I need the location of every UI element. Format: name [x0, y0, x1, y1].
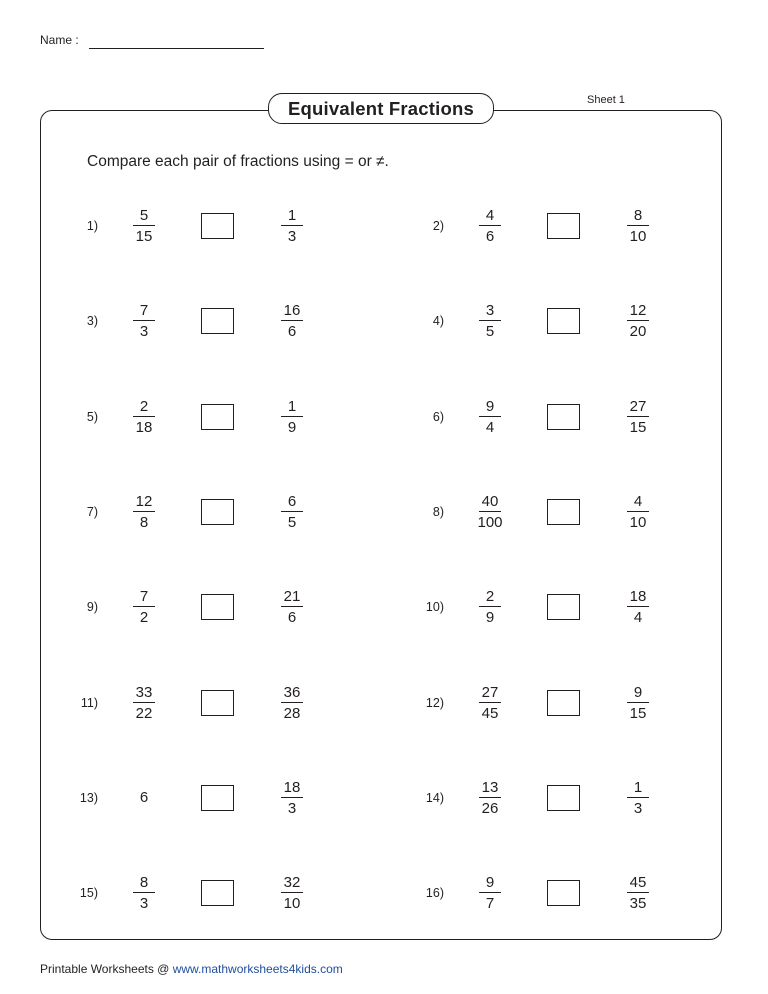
fraction-bar	[479, 225, 501, 226]
problem-number: 11)	[80, 695, 98, 710]
fraction-bar	[133, 225, 155, 226]
problem-item	[58, 868, 328, 918]
denominator: 26	[481, 799, 499, 817]
problem-number: 13)	[79, 790, 98, 805]
problem-item	[404, 201, 674, 251]
right-fraction	[616, 296, 660, 346]
problem-number: 3)	[86, 314, 98, 329]
fraction-bar	[281, 320, 303, 321]
name-label: Name :	[40, 33, 79, 47]
denominator: 10	[283, 895, 301, 913]
problem-item	[58, 296, 328, 346]
left-fraction	[468, 487, 512, 537]
footer-prefix: Printable Worksheets @	[40, 962, 173, 976]
instruction-text: Compare each pair of fractions using = or ≠.	[87, 153, 389, 170]
numerator: 2	[485, 588, 495, 606]
problem-number: 15)	[79, 886, 98, 901]
fraction-bar	[133, 892, 155, 893]
fraction-bar	[627, 797, 649, 798]
denominator: 45	[481, 704, 499, 722]
problem-number: 7)	[86, 504, 98, 519]
right-fraction	[270, 392, 314, 442]
denominator: 100	[477, 513, 503, 531]
problem-item	[58, 678, 328, 728]
left-fraction	[468, 773, 512, 823]
numerator: 45	[629, 874, 647, 892]
fraction-bar	[479, 797, 501, 798]
right-fraction	[616, 678, 660, 728]
fraction-bar	[133, 320, 155, 321]
right-fraction	[270, 868, 314, 918]
left-fraction	[122, 296, 166, 346]
fraction-bar	[479, 416, 501, 417]
answer-box[interactable]	[547, 499, 580, 525]
denominator: 3	[139, 323, 149, 341]
denominator: 22	[135, 704, 153, 722]
problem-item	[58, 487, 328, 537]
problem-item	[404, 392, 674, 442]
answer-box[interactable]	[201, 594, 234, 620]
right-fraction	[616, 773, 660, 823]
problem-number: 4)	[432, 314, 444, 329]
problem-number: 12)	[425, 695, 444, 710]
problem-item	[58, 392, 328, 442]
numerator: 27	[629, 397, 647, 415]
fraction-bar	[133, 606, 155, 607]
right-fraction	[270, 678, 314, 728]
denominator: 9	[287, 418, 297, 436]
numerator: 36	[283, 683, 301, 701]
problem-number: 1)	[86, 219, 98, 233]
fraction-bar	[627, 225, 649, 226]
fraction-bar	[479, 892, 501, 893]
numerator: 32	[283, 874, 301, 892]
left-fraction	[468, 678, 512, 728]
left-fraction	[468, 392, 512, 442]
denominator: 4	[485, 418, 495, 436]
problem-number: 8)	[432, 504, 444, 519]
right-fraction	[270, 201, 314, 251]
numerator: 9	[485, 397, 495, 415]
whole-number: 6	[139, 788, 149, 806]
left-fraction	[122, 678, 166, 728]
numerator: 9	[485, 874, 495, 892]
footer	[40, 962, 343, 976]
fraction-bar	[133, 511, 155, 512]
numerator: 16	[283, 302, 301, 320]
problem-item	[404, 296, 674, 346]
answer-box[interactable]	[201, 499, 234, 525]
problem-item	[404, 773, 674, 823]
denominator: 18	[135, 418, 153, 436]
problem-item	[404, 487, 674, 537]
denominator: 6	[287, 323, 297, 341]
right-fraction	[616, 582, 660, 632]
right-fraction	[616, 392, 660, 442]
answer-box[interactable]	[547, 404, 580, 430]
denominator: 5	[485, 323, 495, 341]
problem-number: 6)	[432, 409, 444, 424]
numerator: 4	[485, 207, 495, 224]
left-fraction	[468, 201, 512, 251]
left-fraction	[122, 201, 166, 251]
numerator: 1	[287, 397, 297, 415]
numerator: 8	[139, 874, 149, 892]
answer-box[interactable]	[547, 594, 580, 620]
left-fraction	[468, 868, 512, 918]
fraction-bar	[281, 797, 303, 798]
denominator: 2	[139, 609, 149, 627]
denominator: 9	[485, 609, 495, 627]
answer-box[interactable]	[201, 213, 234, 239]
numerator: 21	[283, 588, 301, 606]
left-fraction	[122, 582, 166, 632]
problem-number: 14)	[425, 790, 444, 805]
answer-box[interactable]	[201, 880, 234, 906]
left-fraction	[122, 487, 166, 537]
left-fraction	[468, 582, 512, 632]
fraction-bar	[479, 702, 501, 703]
numerator: 4	[633, 492, 643, 510]
fraction-bar	[281, 702, 303, 703]
left-fraction	[122, 773, 166, 823]
numerator: 7	[139, 302, 149, 320]
numerator: 3	[485, 302, 495, 320]
denominator: 20	[629, 323, 647, 341]
fraction-bar	[281, 606, 303, 607]
numerator: 8	[633, 207, 643, 224]
numerator: 18	[283, 778, 301, 796]
problem-item	[404, 582, 674, 632]
fraction-bar	[133, 416, 155, 417]
problem-number: 9)	[86, 600, 98, 615]
page-title: Equivalent Fractions	[268, 93, 494, 124]
denominator: 6	[287, 609, 297, 627]
fraction-bar	[133, 702, 155, 703]
answer-box[interactable]	[201, 308, 234, 334]
fraction-bar	[479, 320, 501, 321]
numerator: 7	[139, 588, 149, 606]
answer-box[interactable]	[201, 690, 234, 716]
denominator: 5	[287, 513, 297, 531]
fraction-bar	[627, 606, 649, 607]
numerator: 2	[139, 397, 149, 415]
denominator: 28	[283, 704, 301, 722]
fraction-bar	[281, 892, 303, 893]
denominator: 35	[629, 895, 647, 913]
numerator: 12	[629, 302, 647, 320]
numerator: 1	[633, 778, 643, 796]
problem-item	[404, 868, 674, 918]
answer-box[interactable]	[547, 213, 580, 239]
denominator: 8	[139, 513, 149, 531]
problem-number: 2)	[432, 219, 444, 233]
fraction-bar	[627, 892, 649, 893]
denominator: 15	[629, 704, 647, 722]
problem-number: 5)	[86, 409, 98, 424]
numerator: 18	[629, 588, 647, 606]
numerator: 13	[481, 778, 499, 796]
fraction-bar	[281, 225, 303, 226]
denominator: 3	[287, 799, 297, 817]
numerator: 9	[633, 683, 643, 701]
fraction-bar	[479, 511, 501, 512]
left-fraction	[122, 868, 166, 918]
right-fraction	[616, 201, 660, 251]
fraction-bar	[627, 416, 649, 417]
answer-box[interactable]	[547, 308, 580, 334]
numerator: 33	[135, 683, 153, 701]
numerator: 12	[135, 492, 153, 510]
numerator: 27	[481, 683, 499, 701]
left-fraction	[122, 392, 166, 442]
denominator: 6	[485, 228, 495, 245]
fraction-bar	[479, 606, 501, 607]
denominator: 15	[135, 228, 153, 245]
denominator: 3	[139, 895, 149, 913]
numerator: 40	[481, 492, 499, 510]
problem-item	[58, 582, 328, 632]
answer-box[interactable]	[547, 880, 580, 906]
numerator: 1	[287, 207, 297, 224]
left-fraction	[468, 296, 512, 346]
answer-box[interactable]	[547, 785, 580, 811]
answer-box[interactable]	[201, 785, 234, 811]
right-fraction	[270, 487, 314, 537]
answer-box[interactable]	[547, 690, 580, 716]
denominator: 15	[629, 418, 647, 436]
right-fraction	[270, 582, 314, 632]
denominator: 3	[633, 799, 643, 817]
footer-link[interactable]: www.mathworksheets4kids.com	[172, 962, 343, 976]
fraction-bar	[281, 416, 303, 417]
denominator: 7	[485, 895, 495, 913]
denominator: 10	[629, 513, 647, 531]
problem-number: 10)	[425, 600, 444, 615]
problem-item	[58, 773, 328, 823]
fraction-bar	[627, 320, 649, 321]
answer-box[interactable]	[201, 404, 234, 430]
problem-item	[404, 678, 674, 728]
problem-number: 16)	[425, 886, 444, 901]
name-field[interactable]	[89, 48, 264, 49]
fraction-bar	[627, 702, 649, 703]
right-fraction	[270, 773, 314, 823]
numerator: 6	[287, 492, 297, 510]
right-fraction	[616, 868, 660, 918]
right-fraction	[616, 487, 660, 537]
fraction-bar	[627, 511, 649, 512]
problem-item	[58, 201, 328, 251]
fraction-bar	[281, 511, 303, 512]
right-fraction	[270, 296, 314, 346]
denominator: 4	[633, 609, 643, 627]
denominator: 3	[287, 228, 297, 245]
denominator: 10	[629, 228, 647, 245]
numerator: 5	[139, 207, 149, 224]
sheet-label: Sheet 1	[587, 94, 625, 106]
